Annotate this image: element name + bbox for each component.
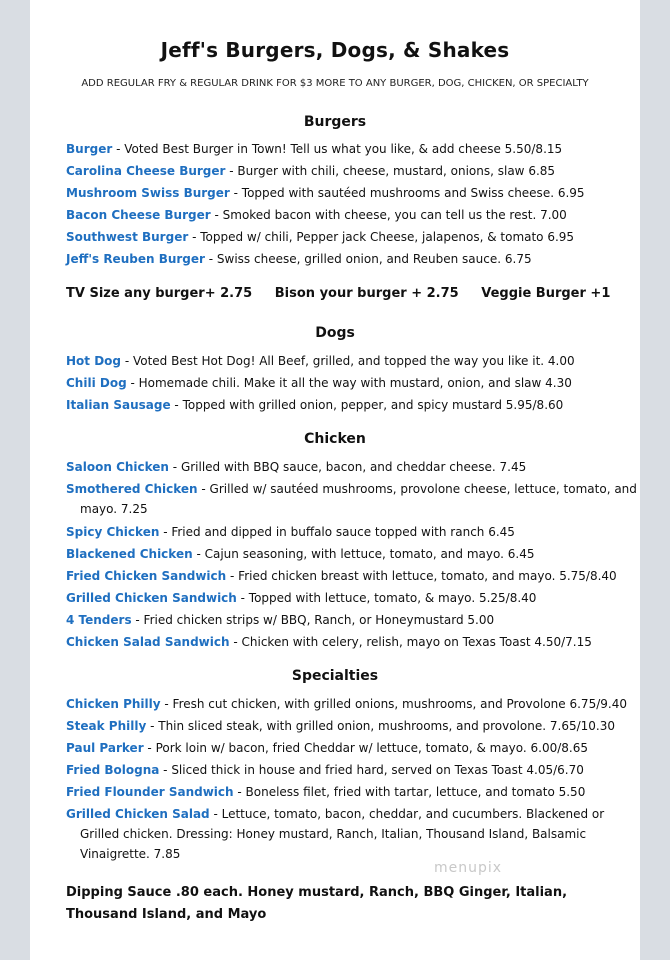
section-heading-chicken: Chicken [304, 431, 366, 447]
menu-item-spicy-chicken [66, 522, 626, 542]
item-name: Spicy Chicken [66, 525, 160, 539]
item-desc: - Topped w/ chili, Pepper jack Cheese, jalapenos, & tomato 6.95 [188, 230, 575, 244]
item-desc: - Sliced thick in house and fried hard, served on Texas Toast 4.05/6.70 [159, 763, 584, 777]
section-heading-specialties: Specialties [291, 668, 379, 684]
item-desc: - Lettuce, tomato, bacon, cheddar, and cucumbers. Blackened or [209, 807, 605, 821]
item-name: Mushroom Swiss Burger [66, 186, 230, 200]
item-desc: - Grilled w/ sautéed mushrooms, provolone cheese, lettuce, tomato, and [197, 482, 637, 496]
item-name: Smothered Chicken [66, 482, 198, 496]
item-name: Blackened Chicken [66, 547, 193, 561]
item-desc-continued: mayo. 7.25 [80, 502, 148, 516]
menu-item-fried-bologna [66, 760, 626, 780]
item-name: 4 Tenders [66, 613, 132, 627]
item-desc: - Thin sliced steak, with grilled onion, mushrooms, and provolone. 7.65/10.30 [146, 719, 615, 733]
section-heading-dogs: Dogs [315, 325, 355, 341]
menu-item-saloon-chicken [66, 457, 626, 477]
item-name: Italian Sausage [66, 398, 171, 412]
menu-item-chicken-philly [66, 694, 626, 714]
item-name: Fried Chicken Sandwich [66, 569, 227, 583]
item-desc: - Topped with sautéed mushrooms and Swiss cheese. 6.95 [229, 186, 585, 200]
extra-bison: Bison your burger + 2.75 [274, 286, 459, 301]
item-desc: - Topped with grilled onion, pepper, and spicy mustard 5.95/8.60 [170, 398, 564, 412]
menu-item-smothered-chicken [66, 479, 637, 519]
menu-item-mushroom-swiss-burger [66, 183, 626, 203]
item-desc: - Voted Best Burger in Town! Tell us what you like, & add cheese 5.50/8.15 [112, 142, 563, 156]
menu-item-paul-parker [66, 738, 626, 758]
item-name: Chicken Salad Sandwich [66, 635, 230, 649]
menu-item-italian-sausage [66, 395, 626, 415]
menu-item-grilled-chicken-salad [66, 804, 626, 864]
menu-item-grilled-chicken-sandwich [66, 588, 626, 608]
item-desc: - Swiss cheese, grilled onion, and Reuben sauce. 6.75 [204, 252, 532, 266]
dipping-sauce-note: Dipping Sauce .80 each. Honey mustard, Ranch, BBQ Ginger, Italian, Thousand Island, and Mayo [66, 885, 568, 922]
menu-item-chili-dog [66, 373, 626, 393]
item-name: Grilled Chicken Sandwich [66, 591, 237, 605]
item-desc: - Fresh cut chicken, with grilled onions, mushrooms, and Provolone 6.75/9.40 [160, 697, 627, 711]
item-name: Burger [66, 142, 113, 156]
item-desc: - Fried chicken strips w/ BBQ, Ranch, or Honeymustard 5.00 [131, 613, 495, 627]
item-name: Steak Philly [66, 719, 147, 733]
menu-item-fried-flounder-sandwich [66, 782, 626, 802]
item-name: Grilled Chicken Salad [66, 807, 210, 821]
item-desc: - Homemade chili. Make it all the way with mustard, onion, and slaw 4.30 [126, 376, 572, 390]
item-name: Saloon Chicken [66, 460, 169, 474]
menu-item-jeffs-reuben-burger [66, 249, 626, 269]
item-name: Chili Dog [66, 376, 127, 390]
item-name: Carolina Cheese Burger [66, 164, 226, 178]
section-heading-burgers: Burgers [303, 114, 367, 130]
item-name: Jeff's Reuben Burger [66, 252, 205, 266]
watermark: menupix [434, 860, 503, 876]
menu-item-southwest-burger [66, 227, 626, 247]
menu-item-blackened-chicken [66, 544, 626, 564]
item-name: Paul Parker [66, 741, 144, 755]
item-desc-continued-2: Vinaigrette. 7.85 [80, 847, 181, 861]
item-desc: - Smoked bacon with cheese, you can tell us the rest. 7.00 [210, 208, 567, 222]
item-desc: - Burger with chili, cheese, mustard, onions, slaw 6.85 [225, 164, 556, 178]
item-desc: - Voted Best Hot Dog! All Beef, grilled, and topped the way you like it. 4.00 [121, 354, 575, 368]
menu-page [30, 0, 640, 960]
item-name: Chicken Philly [66, 697, 161, 711]
item-name: Hot Dog [66, 354, 121, 368]
item-name: Fried Bologna [66, 763, 160, 777]
menu-item-4-tenders [66, 610, 626, 630]
item-desc-continued: Grilled chicken. Dressing: Honey mustard, Ranch, Italian, Thousand Island, Balsamic [80, 827, 587, 841]
extra-tv-size: TV Size any burger+ 2.75 [66, 286, 253, 301]
combo-note: ADD REGULAR FRY & REGULAR DRINK FOR $3 MORE TO ANY BURGER, DOG, CHICKEN, OR SPECIALTY [81, 78, 589, 89]
item-name: Fried Flounder Sandwich [66, 785, 234, 799]
item-desc: - Fried and dipped in buffalo sauce topped with ranch 6.45 [159, 525, 515, 539]
extra-veggie: Veggie Burger +1 [481, 286, 611, 301]
item-desc: - Cajun seasoning, with lettuce, tomato, and mayo. 6.45 [192, 547, 535, 561]
item-desc: - Grilled with BBQ sauce, bacon, and cheddar cheese. 7.45 [168, 460, 527, 474]
menu-item-carolina-cheese-burger [66, 161, 626, 181]
item-name: Bacon Cheese Burger [66, 208, 211, 222]
item-desc: - Pork loin w/ bacon, fried Cheddar w/ lettuce, tomato, & mayo. 6.00/8.65 [143, 741, 589, 755]
item-desc: - Boneless filet, fried with tartar, lettuce, and tomato 5.50 [233, 785, 586, 799]
menu-item-hot-dog [66, 351, 626, 371]
item-name: Southwest Burger [66, 230, 189, 244]
menu-item-steak-philly [66, 716, 626, 736]
item-desc: - Fried chicken breast with lettuce, tomato, and mayo. 5.75/8.40 [226, 569, 617, 583]
item-desc: - Topped with lettuce, tomato, & mayo. 5.25/8.40 [236, 591, 537, 605]
menu-item-burger [66, 139, 626, 159]
menu-item-chicken-salad-sandwich [66, 632, 626, 652]
item-desc: - Chicken with celery, relish, mayo on Texas Toast 4.50/7.15 [229, 635, 592, 649]
menu-item-fried-chicken-sandwich [66, 566, 626, 586]
page-title: Jeff's Burgers, Dogs, & Shakes [160, 38, 510, 62]
burger-extras [66, 286, 626, 301]
menu-item-bacon-cheese-burger [66, 205, 626, 225]
